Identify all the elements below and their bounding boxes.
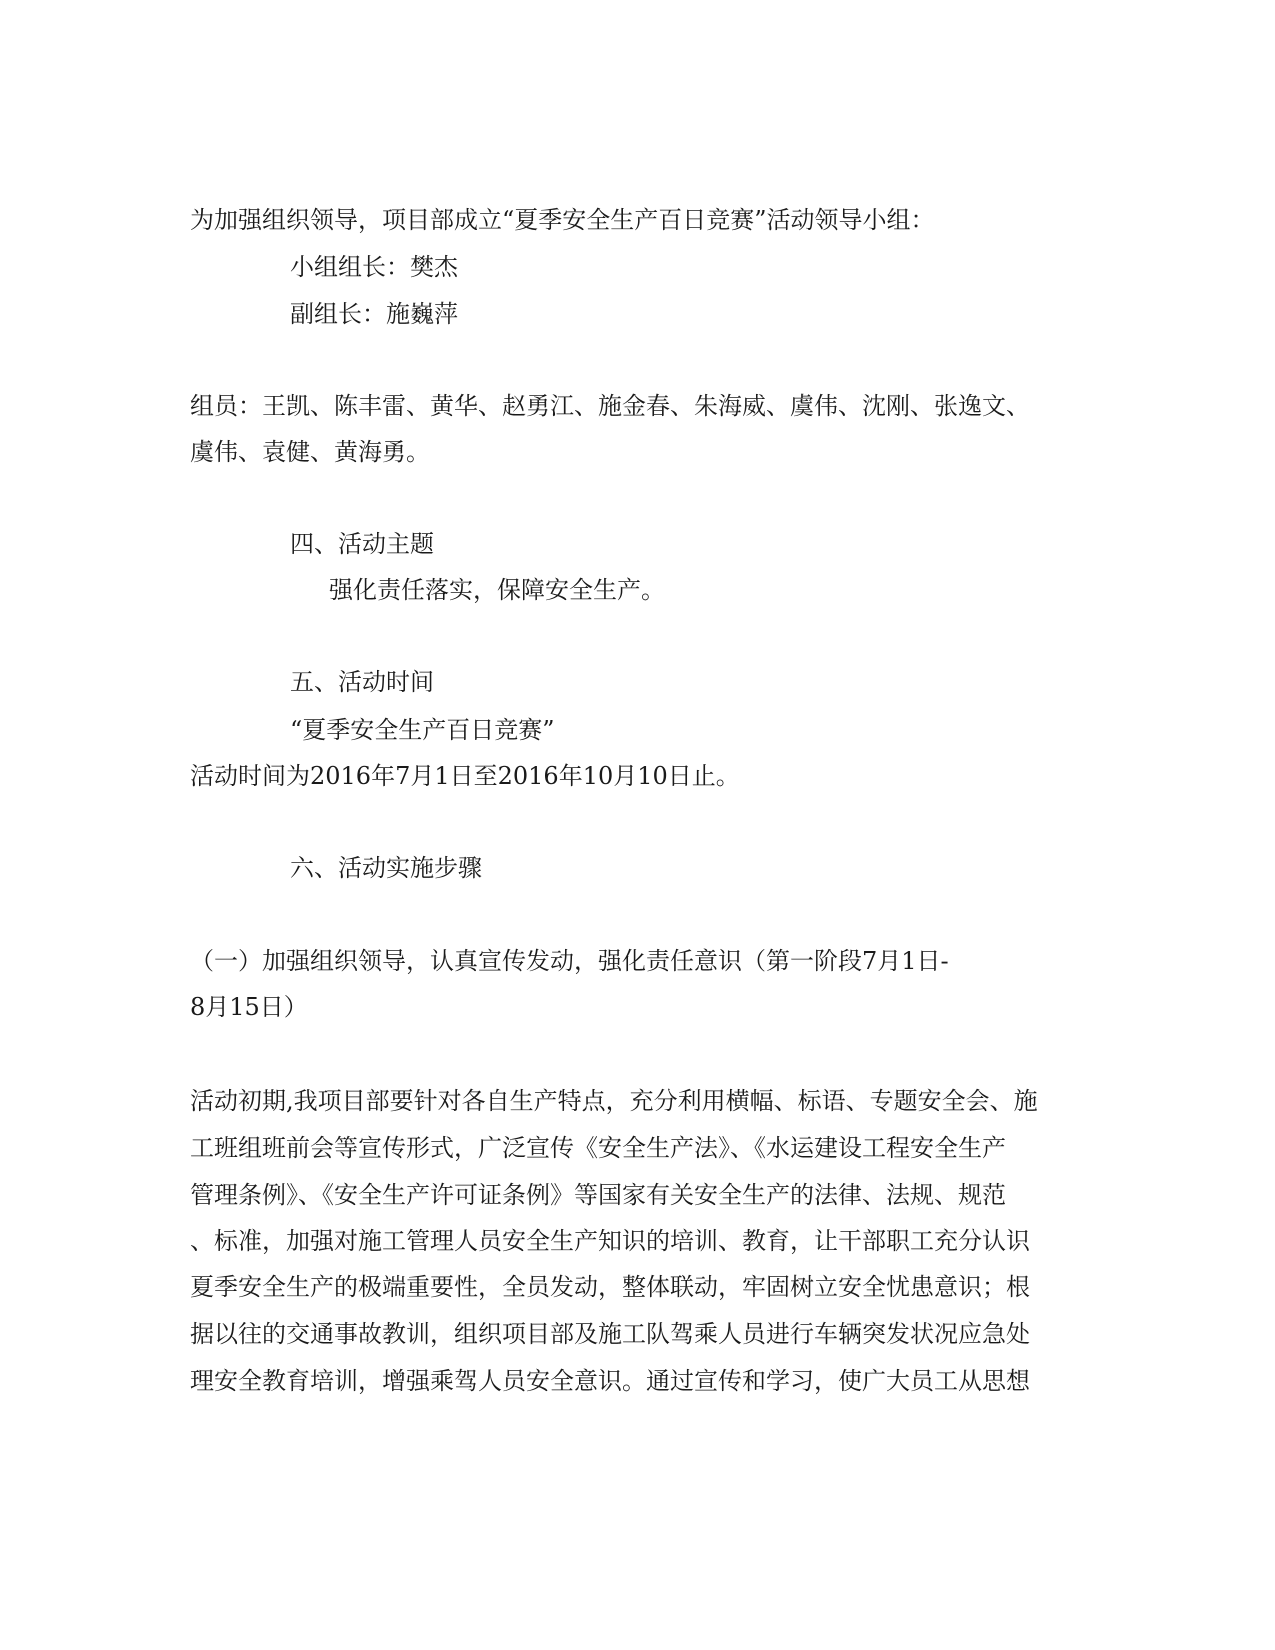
members-line-2: 虞伟、袁健、黄海勇。 [190, 438, 430, 466]
section-6-heading: 六、活动实施步骤 [290, 854, 482, 882]
paragraph-line: 夏季安全生产的极端重要性，全员发动，整体联动，牢固树立安全忧患意识；根 [190, 1273, 1030, 1301]
paragraph-line: 理安全教育培训，增强乘驾人员安全意识。通过宣传和学习，使广大员工从思想 [190, 1367, 1030, 1395]
intro-text: 为加强组织领导，项目部成立“夏季安全生产百日竞赛”活动领导小组： [190, 206, 935, 234]
vice-leader: 副组长：施巍萍 [290, 300, 458, 328]
subsection-1-line-1: （一）加强组织领导，认真宣传发动，强化责任意识（第一阶段7月1日- [190, 947, 949, 975]
section-4-content: 强化责任落实，保障安全生产。 [329, 576, 665, 604]
members-line-1: 组员：王凯、陈丰雷、黄华、赵勇江、施金春、朱海威、虞伟、沈刚、张逸文、 [190, 392, 1030, 420]
paragraph-line: 管理条例》、《安全生产许可证条例》等国家有关安全生产的法律、法规、规范 [190, 1181, 1006, 1209]
paragraph-line: 据以往的交通事故教训，组织项目部及施工队驾乘人员进行车辆突发状况应急处 [190, 1320, 1030, 1348]
paragraph-line: 、标准，加强对施工管理人员安全生产知识的培训、教育，让干部职工充分认识 [190, 1227, 1030, 1255]
section-4-heading: 四、活动主题 [290, 530, 434, 558]
subsection-1-line-2: 8月15日） [190, 993, 308, 1021]
paragraph-line: 工班组班前会等宣传形式，广泛宣传《安全生产法》、《水运建设工程安全生产 [190, 1134, 1006, 1162]
section-5-line-2: 活动时间为2016年7月1日至2016年10月10日止。 [190, 762, 740, 790]
section-5-heading: 五、活动时间 [290, 668, 434, 696]
paragraph-line: 活动初期,我项目部要针对各自生产特点，充分利用横幅、标语、专题安全会、施 [190, 1087, 1038, 1115]
section-5-line-1: “夏季安全生产百日竞赛” [290, 716, 555, 744]
group-leader: 小组组长：樊杰 [290, 253, 458, 281]
